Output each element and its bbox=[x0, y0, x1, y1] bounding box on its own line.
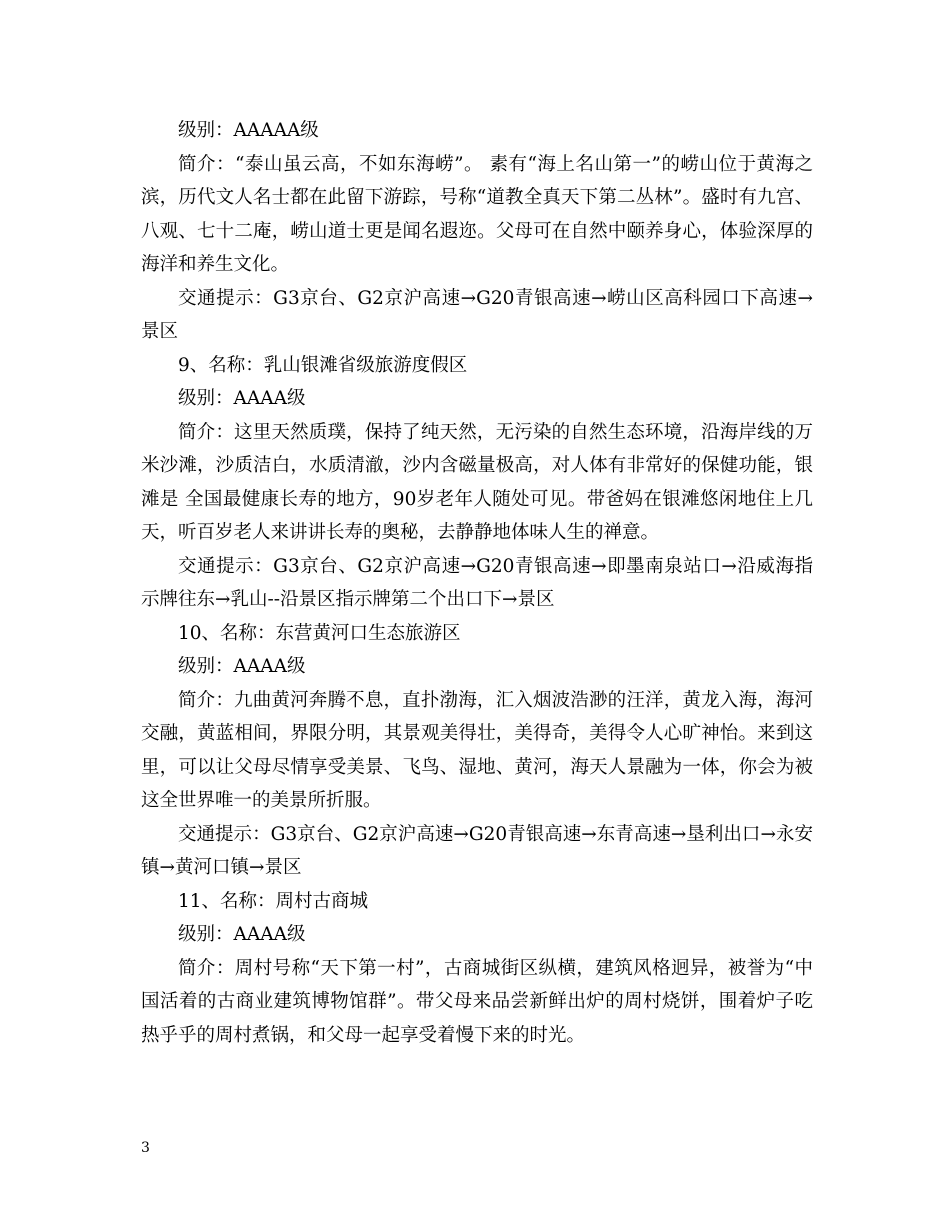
entry-title: 9、名称：乳山银滩省级旅游度假区 bbox=[178, 354, 468, 376]
level-line: 级别：AAAA级 bbox=[178, 656, 306, 677]
body-text bbox=[141, 114, 813, 1052]
level-line: 级别：AAAA级 bbox=[178, 924, 306, 945]
intro-paragraph: 简介：周村号称“天下第一村”，古商城街区纵横，建筑风格迥异，被誉为“中国活着的古商业建筑博物馆群”。带父母来品尝新鲜出炉的周村烧饼，围着炉子吃热乎乎的周村煮锅，和父母一起享受着慢下来的时光。 bbox=[141, 957, 813, 1046]
intro-paragraph: 简介：九曲黄河奔腾不息，直扑渤海，汇入烟波浩渺的汪洋，黄龙入海，海河交融，黄蓝相间，界限分明，其景观美得壮，美得奇，美得令人心旷神怡。来到这里，可以让父母尽情享受美景、飞鸟、湿地、黄河，海天人景融为一体，你会为被这全世界唯一的美景所折服。 bbox=[141, 689, 813, 811]
intro-paragraph: 简介：“泰山虽云高，不如东海崂”。 素有“海上名山第一”的崂山位于黄海之滨，历代文人名士都在此留下游踪，号称“道教全真天下第二丛林”。盛时有九宫、八观、七十二庵，崂山道士更是闻名遐迩。父母可在自然中颐养身心，体验深厚的海洋和养生文化。 bbox=[141, 153, 813, 275]
entry-title: 11、名称：周村古商城 bbox=[178, 890, 369, 912]
level-line: 级别：AAAAA级 bbox=[178, 120, 319, 141]
traffic-tip: 交通提示：G3京台、G2京沪高速→G20青银高速→崂山区高科园口下高速→景区 bbox=[141, 287, 813, 342]
level-line: 级别：AAAA级 bbox=[178, 388, 306, 409]
traffic-tip: 交通提示：G3京台、G2京沪高速→G20青银高速→东青高速→垦利出口→永安镇→黄河口镇→景区 bbox=[141, 823, 813, 878]
page-number: 3 bbox=[141, 1140, 150, 1156]
entry-title: 10、名称：东营黄河口生态旅游区 bbox=[178, 622, 461, 644]
traffic-tip: 交通提示：G3京台、G2京沪高速→G20青银高速→即墨南泉站口→沿威海指示牌往东→乳山--沿景区指示牌第二个出口下→景区 bbox=[141, 555, 813, 610]
intro-paragraph: 简介：这里天然质璞，保持了纯天然，无污染的自然生态环境，沿海岸线的万米沙滩，沙质洁白，水质清澈，沙内含磁量极高，对人体有非常好的保健功能，银滩是 全国最健康长寿的地方，90岁老年人随处可见。带爸妈在银滩悠闲地住上几天，听百岁老人来讲讲长寿的奥秘，去静静地体味人生的禅意。 bbox=[141, 421, 813, 543]
